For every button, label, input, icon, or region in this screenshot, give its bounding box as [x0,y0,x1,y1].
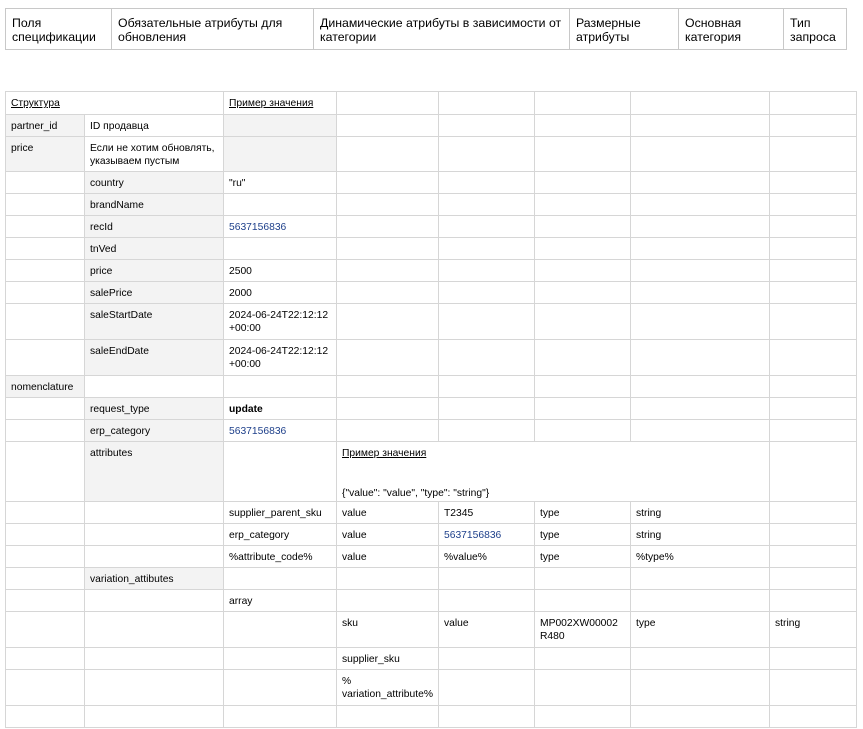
attr-v1: T2345 [439,502,535,524]
attr-k2: type [535,524,631,546]
table-row [6,524,857,546]
attr-v1: 5637156836 [439,524,535,546]
attr-k1: value [337,502,439,524]
row-key: country [85,172,224,194]
row-key: price [6,137,85,172]
attr-name: %attribute_code% [224,546,337,568]
table-row [6,706,857,728]
attributes-example-title: Пример значения [342,448,427,459]
table-row [6,420,857,442]
var-name: supplier_sku [337,648,439,670]
row-key: request_type [85,398,224,420]
row-key: variation_attibutes [85,568,224,590]
row-value: 2024-06-24T22:12:12+00:00 [224,304,337,340]
table-row [6,115,857,137]
legend-table [5,8,847,50]
header-example: Пример значения [229,98,314,109]
row-value: 2500 [224,260,337,282]
table-row [6,282,857,304]
attr-k1: value [337,546,439,568]
attr-v2: string [631,502,770,524]
row-key: saleEndDate [85,340,224,376]
table-row [6,670,857,706]
legend-required: Обязательные атрибуты для обновления [112,9,314,50]
table-row [6,194,857,216]
var-k1: value [439,612,535,648]
attr-v2: string [631,524,770,546]
row-value: 5637156836 [224,420,337,442]
row-value: update [224,398,337,420]
row-key: brandName [85,194,224,216]
row-key: tnVed [85,238,224,260]
attributes-example [337,442,770,502]
header-structure: Структура [11,98,60,109]
attr-name: erp_category [224,524,337,546]
row-key: saleStartDate [85,304,224,340]
table-row [6,238,857,260]
attr-k2: type [535,502,631,524]
attr-name: supplier_parent_sku [224,502,337,524]
attr-k2: type [535,546,631,568]
row-key: attributes [85,442,224,502]
table-row [6,304,857,340]
legend-request-type: Тип запроса [784,9,847,50]
row-value: 2024-06-24T22:12:12+00:00 [224,340,337,376]
structure-table [5,91,857,728]
row-desc: Если не хотим обновлять, указываем пустым [85,137,224,172]
var-v2: string [770,612,857,648]
row-key: partner_id [6,115,85,137]
row-value: "ru" [224,172,337,194]
row-key: recId [85,216,224,238]
table-row [6,502,857,524]
legend-size: Размерные атрибуты [570,9,679,50]
table-row [6,137,857,172]
var-name: % variation_attribute% [337,670,439,706]
row-key: nomenclature [6,376,85,398]
table-row [6,172,857,194]
table-row [6,590,857,612]
legend-spec-fields: Поля спецификации [6,9,112,50]
var-v1: MP002XW00002R480 [535,612,631,648]
table-row [6,568,857,590]
table-row [6,648,857,670]
var-k2: type [631,612,770,648]
legend-main-category: Основная категория [679,9,784,50]
row-desc: ID продавца [85,115,224,137]
table-row [6,612,857,648]
row-key: erp_category [85,420,224,442]
attr-v1: %value% [439,546,535,568]
row-value: 2000 [224,282,337,304]
table-row [6,376,857,398]
variation-array: array [224,590,337,612]
table-row [6,260,857,282]
table-row [6,340,857,376]
attr-k1: value [337,524,439,546]
table-row [6,546,857,568]
table-row [6,216,857,238]
var-name: sku [337,612,439,648]
row-value: 5637156836 [224,216,337,238]
table-header-row [6,92,857,115]
table-row [6,398,857,420]
attr-v2: %type% [631,546,770,568]
attributes-example-json: {"value": "value", "type": "string"} [342,488,490,499]
row-key: salePrice [85,282,224,304]
row-key: price [85,260,224,282]
table-row [6,442,857,502]
legend-dynamic: Динамические атрибуты в зависимости от категории [314,9,570,50]
